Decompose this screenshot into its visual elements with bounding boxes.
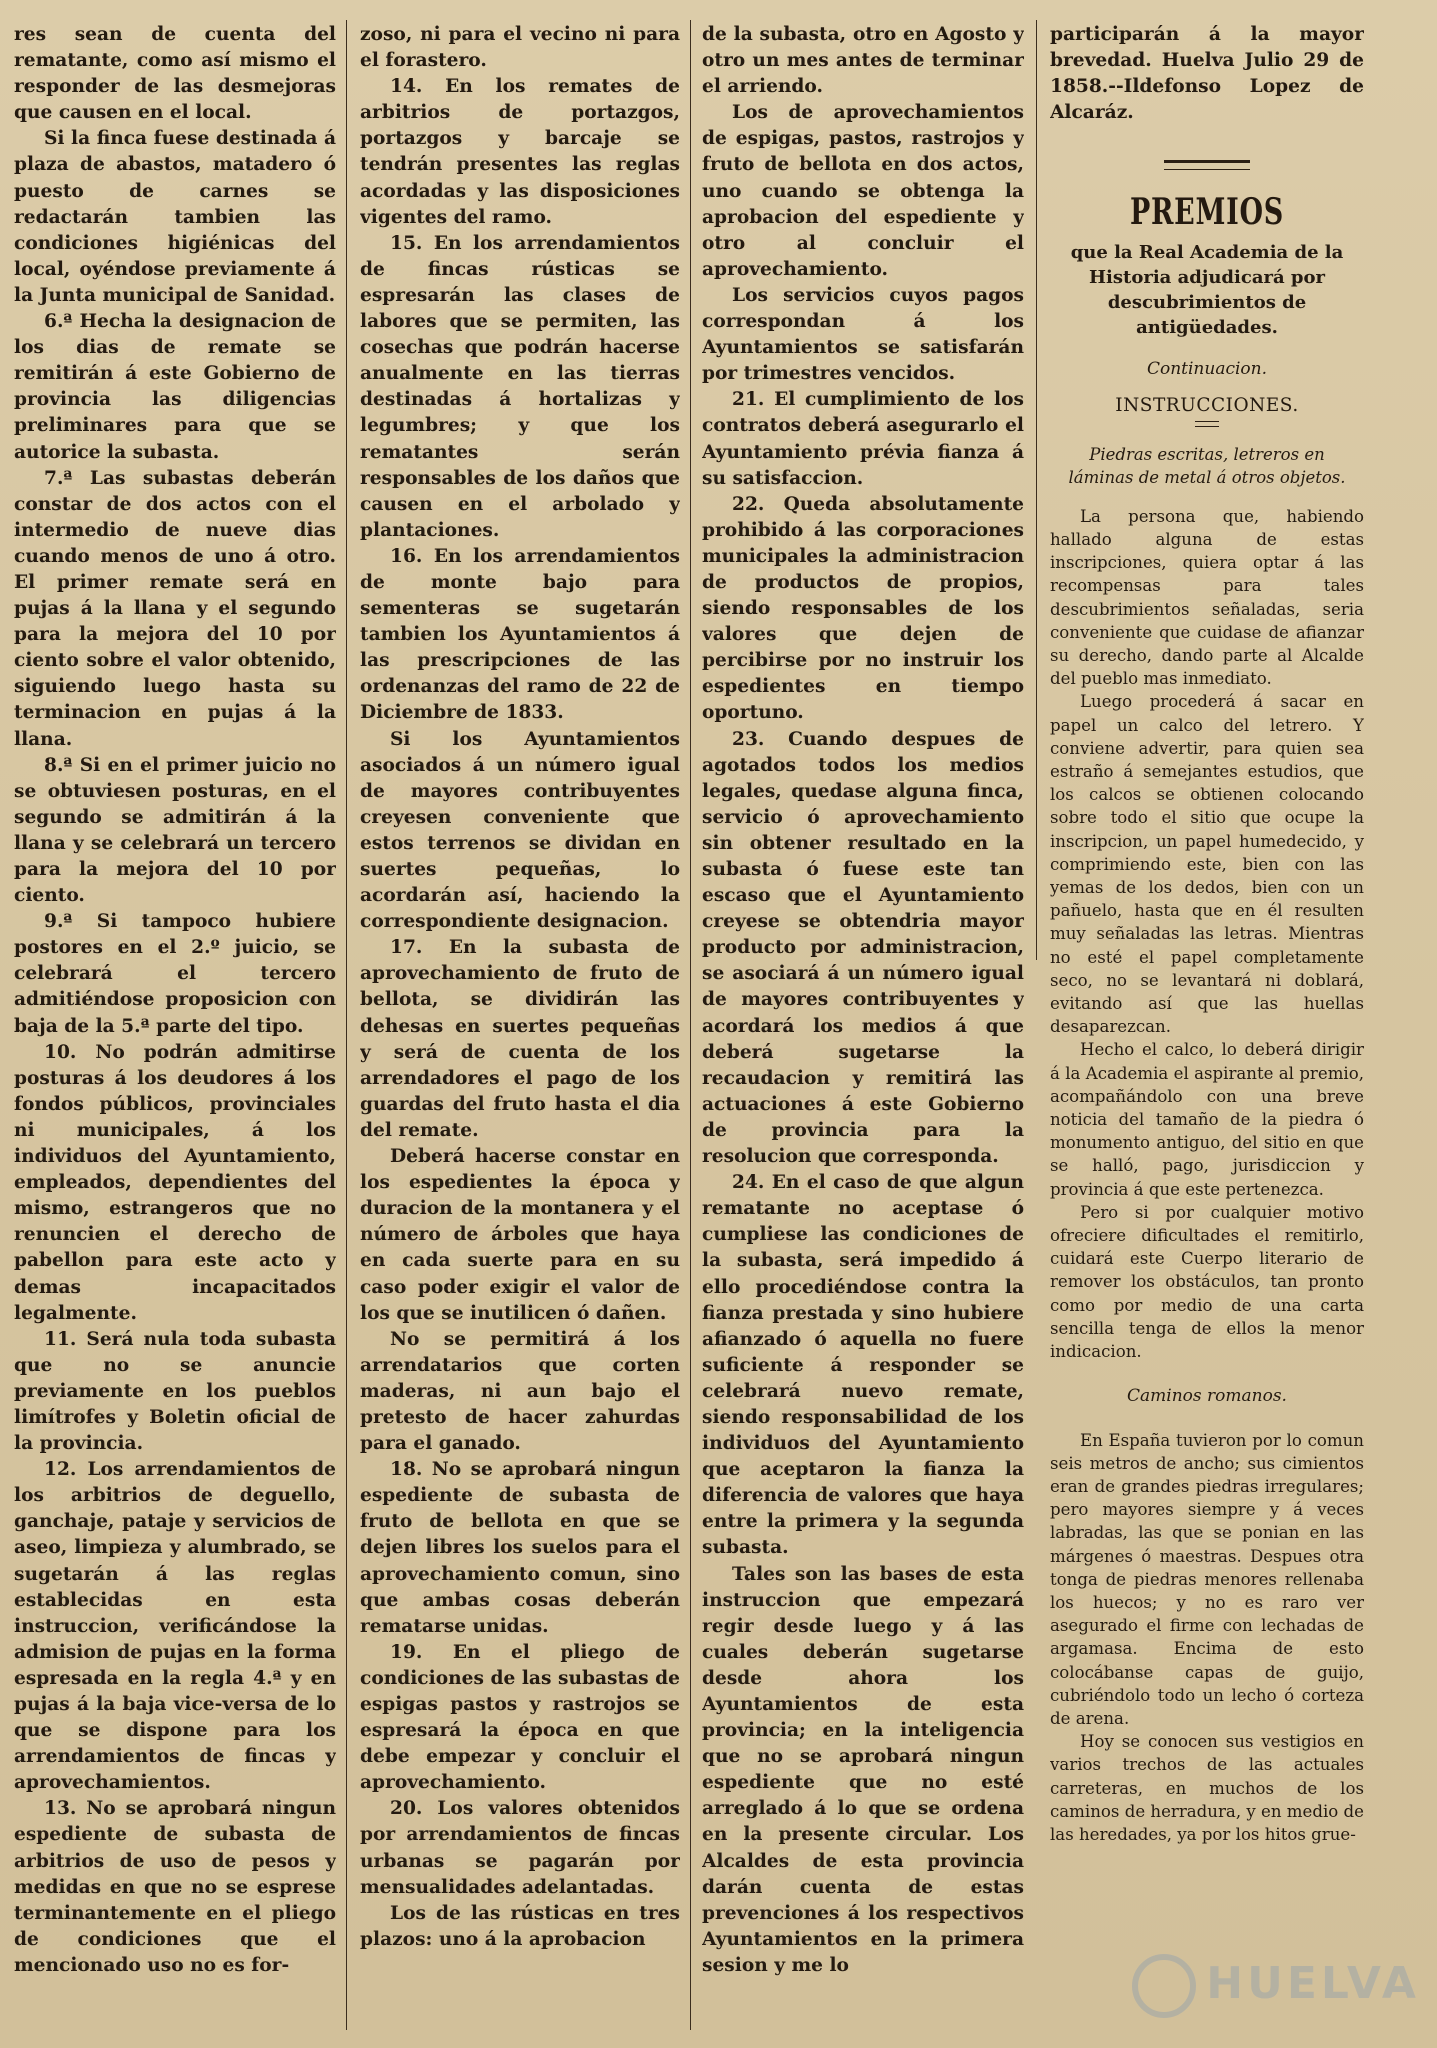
- paragraph: 13. No se aprobará ningun espediente de subasta de arbitrios de uso de pesos y medidas en que no se esprese terminantemente en el pliego de condiciones que el mencionado uso no es for-: [14, 1798, 336, 1976]
- paragraph: de la subasta, otro en Agosto y otro un mes antes de terminar el arriendo.: [702, 24, 1024, 98]
- paragraph: Si los Ayuntamientos asociados á un número igual de mayores contribuyentes creyesen conveniente que estos terrenos se dividan en suertes pequeñas, lo acordarán así, haciendo la correspondiente designacion.: [360, 728, 680, 933]
- paragraph: La persona que, habiendo hallado alguna de estas inscripciones, quiera optar á las recompensas para tales descubrimientos señaladas, seria conveniente que cuidase de afianzar su derecho, dando parte al Alcalde del pueblo mas inmediato.: [1050, 506, 1364, 689]
- circular-closing: participarán á la mayor brevedad. Huelva Julio 29 de 1858.--Ildefonso Lopez de Alcaráz.: [1050, 24, 1364, 124]
- watermark-logo-icon: [1132, 1954, 1196, 2018]
- paragraph: Hoy se conocen sus vestigios en varios trechos de las actuales carreteras, en muchos de los caminos de herradura, y en medio de las heredades, ya por los hitos grue-: [1050, 1732, 1364, 1844]
- subsection-title: Piedras escritas, letreros en láminas de metal á otros objetos.: [1068, 444, 1346, 487]
- short-rule: [1195, 421, 1219, 427]
- paragraph: 11. Será nula toda subasta que no se anuncie previamente en los pueblos limítrofes y Boletin oficial de la provincia.: [14, 1328, 336, 1455]
- paragraph: Si la finca fuese destinada á plaza de abastos, matadero ó puesto de carnes se redactarán tambien las condiciones higiénicas del local, oyéndose previamente á la Junta municipal de Sanidad.: [14, 128, 336, 306]
- section-headline: PREMIOS: [1129, 191, 1285, 234]
- column-divider: [1036, 20, 1037, 960]
- paragraph: 8.ª Si en el primer juicio no se obtuviesen posturas, en el segundo se admitirán á la llana y se celebrará un tercero para la mejora del 10 por ciento.: [14, 754, 336, 907]
- paragraph: Los de las rústicas en tres plazos: uno á la aprobacion: [360, 1902, 680, 1950]
- paragraph: Los servicios cuyos pagos correspondan á los Ayuntamientos se satisfarán por trimestres vencidos.: [702, 284, 1024, 385]
- paragraph: 21. El cumplimiento de los contratos deberá asegurarlo el Ayuntamiento prévia fianza á su satisfaccion.: [702, 389, 1024, 489]
- paragraph: 10. No podrán admitirse posturas á los deudores á los fondos públicos, provinciales ni municipales, á los individuos del Ayuntamiento, empleados, dependientes del mismo, estrangeros que no renuncien el derecho de pabellon para este acto y demas incapacitados legalmente.: [14, 1041, 336, 1324]
- paragraph: Pero si por cualquier motivo ofreciere dificultades el remitirlo, cuidará este Cuerpo literario de remover los obstáculos, tan pronto como por medio de una carta sencilla tenga de ellos la menor indicacion.: [1050, 1202, 1364, 1362]
- paragraph: 22. Queda absolutamente prohibido á las corporaciones municipales la administracion de productos de propios, siendo responsables de los valores que dejen de percibirse por no instruir los espedientes en tiempo oportuno.: [702, 493, 1024, 724]
- paragraph: No se permitirá á los arrendatarios que corten maderas, ni aun bajo el pretesto de hacer zahurdas para el ganado.: [360, 1328, 680, 1455]
- paragraph: 17. En la subasta de aprovechamiento de fruto de bellota, se dividirán las dehesas en suertes pequeñas y será de cuenta de los arrendadores el pago de los guardas del fruto hasta el dia del remate.: [360, 937, 680, 1141]
- watermark-text: HUELVA: [1206, 1958, 1420, 2009]
- paragraph: 6.ª Hecha la designacion de los dias de remate se remitirán á este Gobierno de provincia las diligencias preliminares para que se autorice la subasta.: [14, 311, 336, 463]
- paragraph: 16. En los arrendamientos de monte bajo para sementeras se sugetarán tambien los Ayuntamientos á las prescripciones de las ordenanzas del ramo de 22 de Diciembre de 1833.: [360, 545, 680, 724]
- paragraph: Hecho el calco, lo deberá dirigir á la Academia el aspirante al premio, acompañándolo con una breve noticia del tamaño de la piedra ó monumento antiguo, del sitio en que se halló, pago, jurisdiccion y provincia á que este pertenezca.: [1050, 1040, 1364, 1199]
- text-column-4: [1050, 22, 1364, 2032]
- subsection-title: Caminos romanos.: [1127, 1386, 1287, 1407]
- instructions-title: INSTRUCCIONES.: [1115, 394, 1299, 416]
- text-column-2: [360, 22, 680, 2032]
- ornament-rule: [1164, 160, 1250, 170]
- paragraph: 12. Los arrendamientos de los arbitrios de deguello, ganchaje, pataje y servicios de aseo, limpieza y alumbrado, se sugetarán á las reglas establecidas en esta instruccion, verificándose la admision de pujas en la forma espresada en la regla 4.ª y en pujas á la baja vice-versa de lo que se dispone para los arrendamientos de fincas y aprovechamientos.: [14, 1459, 336, 1794]
- paragraph: res sean de cuenta del rematante, como así mismo el responder de las desmejoras que causen en el local.: [14, 24, 336, 124]
- continuation-label: Continuacion.: [1146, 359, 1268, 380]
- paragraph: zoso, ni para el vecino ni para el forastero.: [360, 24, 680, 72]
- paragraph: 18. No se aprobará ningun espediente de subasta de fruto de bellota en que se dejen libres los suelos para el aprovechamiento comun, sino que ambas cosas deberán rematarse unidas.: [360, 1459, 680, 1637]
- paragraph: 23. Cuando despues de agotados todos los medios legales, quedase alguna finca, servicio ó aprovechamiento sin obtener resultado en la subasta ó fuese este tan escaso que el Ayuntamiento creyese se obtendria mayor producto por administracion, se asociará á un número igual de mayores contribuyentes y acordará los medios á que deberá sugetarse la recaudacion y remitirá las actuaciones á este Gobierno de provincia para la resolucion que corresponda.: [702, 728, 1024, 1168]
- text-column-1: [14, 22, 336, 2032]
- column-divider: [346, 20, 347, 2030]
- section-subheadline: que la Real Academia de la Historia adjudicará por descubrimientos de antigüedades.: [1070, 242, 1344, 339]
- column-divider: [690, 20, 691, 2030]
- paragraph: Los de aprovechamientos de espigas, pastos, rastrojos y fruto de bellota en dos actos, uno cuando se obtenga la aprobacion del espediente y otro al concluir el aprovechamiento.: [702, 102, 1024, 280]
- paragraph: 15. En los arrendamientos de fincas rústicas se espresarán las clases de labores que se permiten, las cosechas que podrán hacerse anualmente en las tierras destinadas á hortalizas y legumbres; y que los rematantes serán responsables de los daños que causen en el arbolado y plantaciones.: [360, 232, 680, 541]
- paragraph: En España tuvieron por lo comun seis metros de ancho; sus cimientos eran de grandes piedras irregulares; pero mayores siempre y á veces labradas, las que se ponian en las márgenes ó maestras. Despues otra tonga de piedras menores rellenaba los huecos; y no es raro ver asegurado el firme con lechadas de argamasa. Encima de esto colocábanse capas de guijo, cubriéndolo todo un lecho ó corteza de arena.: [1050, 1430, 1364, 1728]
- paragraph: 9.ª Si tampoco hubiere postores en el 2.º juicio, se celebrará el tercero admitiéndose proposicion con baja de la 5.ª parte del tipo.: [14, 911, 336, 1037]
- paragraph: Luego procederá á sacar en papel un calco del letrero. Y conviene advertir, para quien sea estraño á semejantes estudios, que los calcos se obtienen colocando sobre todo el sitio que ocupe la inscripcion, un papel humedecido, y comprimiendo este, bien con las yemas de los dedos, bien con un pañuelo, hasta que en él resulten muy señaladas las letras. Mientras no esté el papel completamente seco, no se levantará ni doblará, evitando así que las huellas desaparezcan.: [1050, 692, 1364, 1037]
- paragraph: 20. Los valores obtenidos por arrendamientos de fincas urbanas se pagarán por mensualidades adelantadas.: [360, 1798, 680, 1898]
- paragraph: 14. En los remates de arbitrios de portazgos, portazgos y barcaje se tendrán presentes las reglas acordadas y las disposiciones vigentes del ramo.: [360, 76, 680, 228]
- paragraph: 24. En el caso de que algun rematante no aceptase ó cumpliese las condiciones de la subasta, será impedido á ello procediéndose contra la fianza prestada y sino hubiere afianzado ó aquella no fuere suficiente á responder se celebrará nuevo remate, siendo responsabilidad de los individuos del Ayuntamiento que aceptaron la fianza la diferencia de valores que haya entre la primera y la segunda subasta.: [702, 1172, 1024, 1559]
- paragraph: Deberá hacerse constar en los espedientes la época y duracion de la montanera y el número de árboles que haya en cada suerte para en su caso poder exigir el valor de los que se inutilicen ó dañen.: [360, 1146, 680, 1324]
- text-column-3: [702, 22, 1024, 2032]
- paragraph: 7.ª Las subastas deberán constar de dos actos con el intermedio de nueve dias cuando menos de uno á otro. El primer remate será en pujas á la llana y el segundo para la mejora del 10 por ciento sobre el valor obtenido, siguiendo luego hasta su terminacion en pujas á la llana.: [14, 467, 336, 750]
- paragraph: 19. En el pliego de condiciones de las subastas de espigas pastos y rastrojos se espresará la época en que debe empezar y concluir el aprovechamiento.: [360, 1641, 680, 1794]
- paragraph: Tales son las bases de esta instruccion que empezará regir desde luego y á las cuales deberán sugetarse desde ahora los Ayuntamientos de esta provincia; en la inteligencia que no se aprobará ningun espediente que no esté arreglado á lo que se ordena en la presente circular. Los Alcaldes de esta provincia darán cuenta de estas prevenciones á los respectivos Ayuntamientos en la primera sesion y me lo: [702, 1563, 1024, 1976]
- archive-watermark: [1090, 1944, 1420, 2024]
